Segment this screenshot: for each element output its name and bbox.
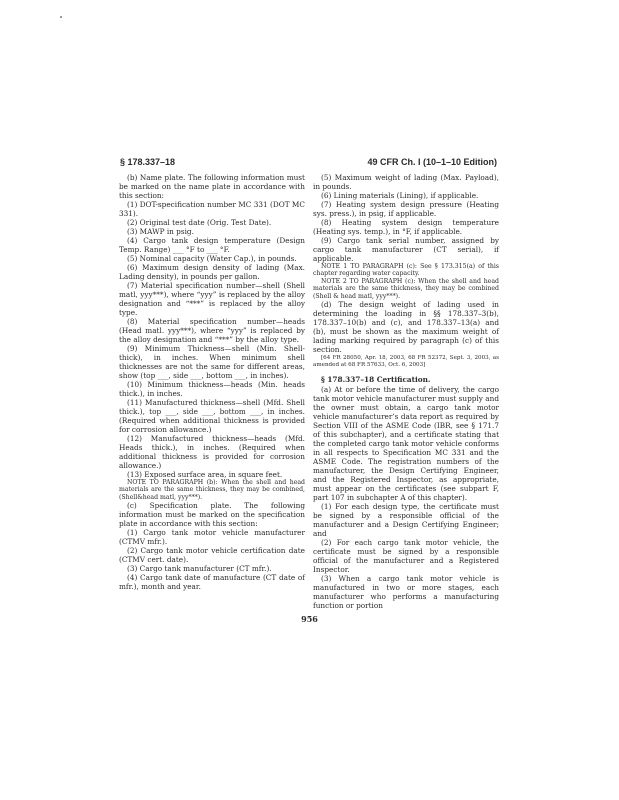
left-note: NOTE TO PARAGRAPH (b): When the shell and head materials are the same thickness, they may be combined, (Shell&head matl, yyy***).: [119, 479, 305, 501]
running-header-section: § 178.337–18: [120, 157, 176, 167]
left-paragraph: (13) Exposed surface area, in square feet.: [127, 470, 283, 479]
right-section-heading: § 178.337–18 Certification.: [321, 375, 431, 385]
left-paragraph: (6) Maximum design density of lading (Max. Lading density), in pounds per gallon.: [119, 263, 305, 281]
right-paragraph: (6) Lining materials (Lining), if applicable.: [321, 191, 479, 200]
right-paragraph: (9) Cargo tank serial number, assigned by cargo tank manufacturer (CT serial), if applicable.: [313, 236, 499, 263]
left-paragraph: (4) Cargo tank design temperature (Design Temp. Range) ___ °F to ___ °F.: [119, 236, 305, 254]
left-paragraph: (4) Cargo tank date of manufacture (CT date of mfr.), month and year.: [119, 573, 305, 592]
left-text-column: [119, 173, 305, 591]
right-paragraph: (a) At or before the time of delivery, the cargo tank motor vehicle manufacturer must supply and the owner must obtain, a cargo tank motor vehicle manufacturer’s data report as required by Section VIII of the ASME Code (IBR, see § 171.7 of this subchapter), and a certificate stating that the completed cargo tank motor vehicle conforms in all respects to Specification MC 331 and the ASME Code. The registration numbers of the manufacturer, the Design Certifying Engineer, and the Registered Inspector, as appropriate, must appear on the certificates (see subpart F, part 107 in subchapter A of this chapter).: [313, 385, 499, 503]
left-paragraph: (c) Specification plate. The following information must be marked on the specification plate in accordance with this section:: [119, 501, 305, 529]
left-paragraph: (12) Manufactured thickness—heads (Mfd. Heads thick.), in inches. (Required when additional thickness is provided for corrosion allowance.): [119, 434, 305, 470]
scan-speck: [60, 16, 62, 18]
right-citation: [64 FR 28050, Apr. 18, 2003, 68 FR 52372, Sept. 3, 2003, as amended at 68 FR 57633, Oct. 6, 2003]: [313, 355, 499, 369]
right-paragraph: (5) Maximum weight of lading (Max. Payload), in pounds.: [313, 173, 499, 191]
left-paragraph: (10) Minimum thickness—heads (Min. heads thick.), in inches.: [119, 380, 305, 398]
right-text-column: [313, 173, 499, 610]
left-paragraph: (1) Cargo tank motor vehicle manufacturer (CTMV mfr.).: [119, 528, 305, 547]
right-paragraph: (1) For each design type, the certificate must be signed by a responsible official of the manufacturer and a Design Certifying Engineer; and: [313, 502, 499, 539]
left-paragraph: (11) Manufactured thickness—shell (Mfd. Shell thick.), top ___, side ___, bottom ___, in inches. (Required when additional thickness is provided for corrosion allowance.): [119, 398, 305, 434]
left-paragraph: (1) DOT-specification number MC 331 (DOT MC 331).: [119, 200, 305, 218]
left-paragraph: (3) Cargo tank manufacturer (CT mfr.).: [127, 564, 272, 574]
right-paragraph: (7) Heating system design pressure (Heating sys. press.), in psig, if applicable.: [313, 200, 499, 218]
right-note: NOTE 1 TO PARAGRAPH (c): See § 173.315(a) of this chapter regarding water capacity.: [313, 263, 499, 278]
right-paragraph: (2) For each cargo tank motor vehicle, the certificate must be signed by a responsible official of the manufacturer and a Registered Inspector.: [313, 538, 499, 575]
page-number: 956: [301, 614, 318, 624]
left-paragraph: (2) Original test date (Orig. Test Date).: [127, 218, 272, 227]
right-paragraph: (d) The design weight of lading used in determining the loading in §§ 178.337–3(b), 178.337–10(b) and (c), and 178.337–13(a) and (b), must be shown as the maximum weight of lading marking required by paragraph (c) of this section.: [313, 300, 499, 355]
left-paragraph: (8) Material specification number—heads (Head matl. yyy***), where “yyy” is replaced by the alloy designation and “***” by the alloy type.: [119, 317, 305, 344]
left-paragraph: (9) Minimum Thickness—shell (Min. Shell-thick), in inches. When minimum shell thicknesses are not the same for different areas, show (top ___, side ___, bottom ___, in inches).: [119, 344, 305, 380]
left-paragraph: (5) Nominal capacity (Water Cap.), in pounds.: [127, 254, 297, 263]
running-header-source: 49 CFR Ch. I (10–1–10 Edition): [367, 157, 497, 167]
left-paragraph: (b) Name plate. The following information must be marked on the name plate in accordance with this section:: [119, 173, 305, 200]
left-paragraph: (2) Cargo tank motor vehicle certification date (CTMV cert. date).: [119, 546, 305, 565]
left-paragraph: (7) Material specification number—shell (Shell matl, yyy***), where “yyy” is replaced by the alloy designation and “***” is replaced by the alloy type.: [119, 281, 305, 317]
right-paragraph: (3) When a cargo tank motor vehicle is manufactured in two or more stages, each manufacturer who performs a manufacturing function or portion: [313, 574, 499, 611]
right-paragraph: (8) Heating system design temperature (Heating sys. temp.), in °F, if applicable.: [313, 218, 499, 236]
right-note: NOTE 2 TO PARAGRAPH (c): When the shell and head materials are the same thickness, they may be combined (Shell & head matl, yyy***).: [313, 277, 499, 300]
left-paragraph: (3) MAWP in psig.: [127, 227, 194, 236]
